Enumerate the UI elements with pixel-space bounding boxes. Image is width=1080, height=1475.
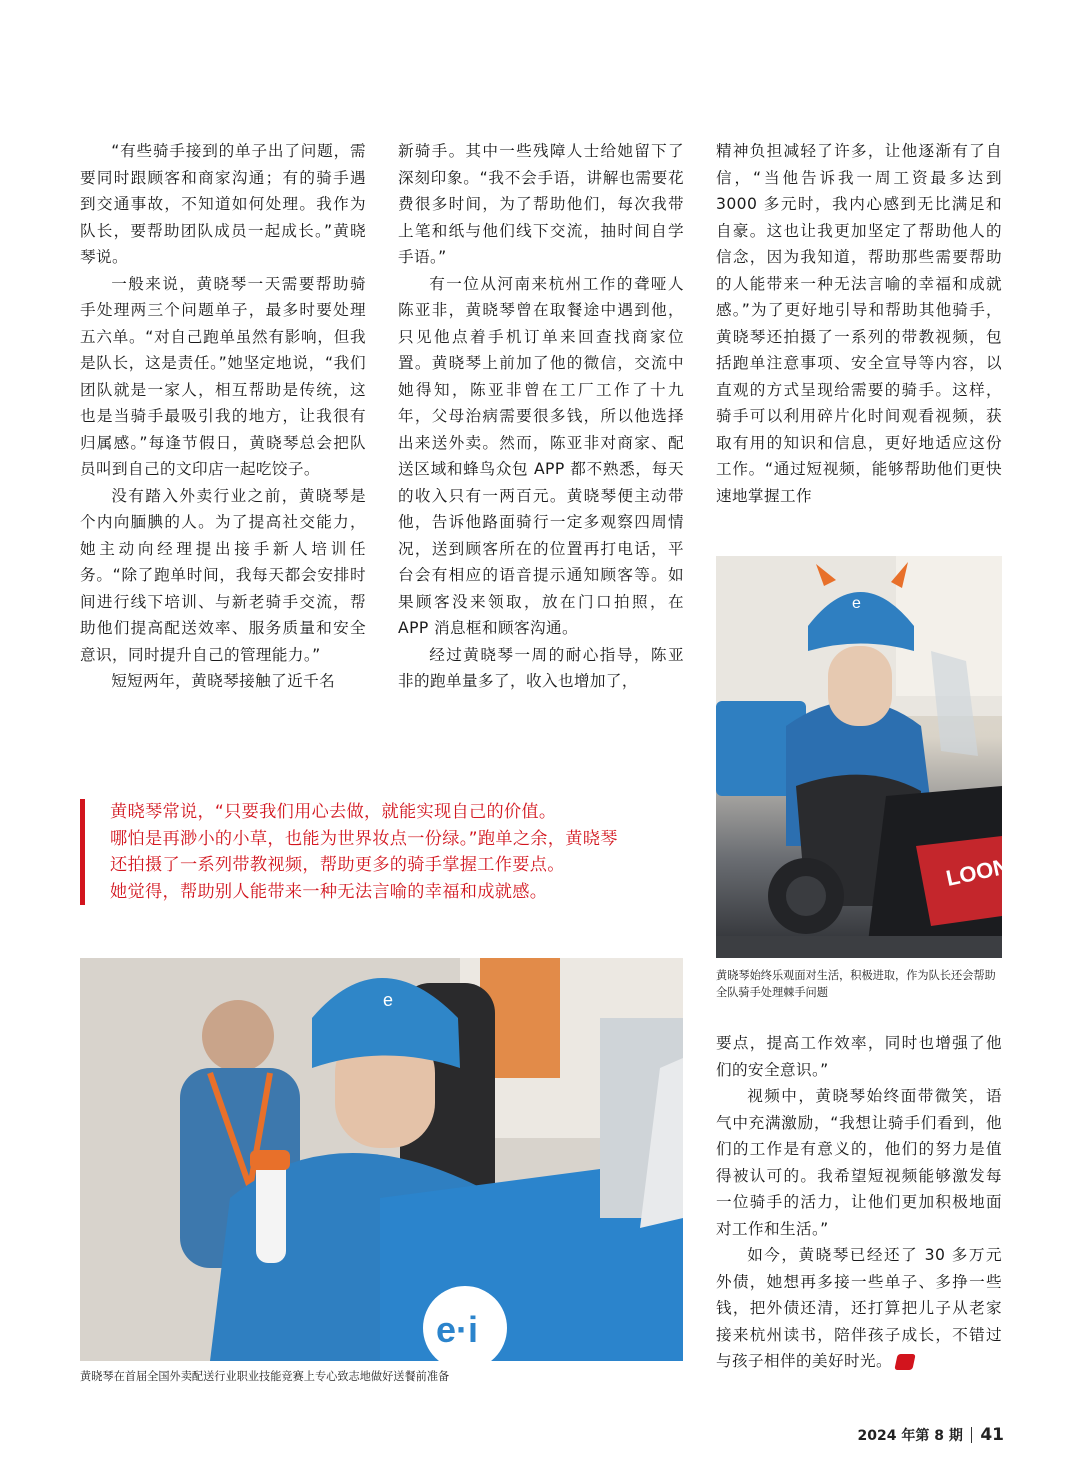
folio-divider (971, 1427, 973, 1443)
article-end-icon (894, 1354, 915, 1370)
paragraph: 有一位从河南来杭州工作的聋哑人陈亚非，黄晓琴曾在取餐途中遇到他，只见他点着手机订单来回查找商家位置。黄晓琴上前加了他的微信，交流中她得知，陈亚非曾在工厂工作了十九年，父母治病需要很多钱，所以他选择出来送外卖。然而，陈亚非对商家、配送区域和蜂鸟众包 APP 都不熟悉，每天的收入只有一两百元。黄晓琴便主动带他，告诉他路面骑行一定多观察四周情况，送到顾客所在的位置再打电话，平台会有相应的语音提示通知顾客等。如果顾客没来领取，放在门口拍照，在 APP 消息框和顾客沟通。 (398, 274, 684, 637)
rider-on-motorbike-photo (716, 556, 1012, 958)
pull-quote (80, 799, 700, 905)
paragraph: 精神负担减轻了许多，让他逐渐有了自信，“当他告诉我一周工资最多达到 3000 多元时，我内心感到无比满足和自豪。这也让我更加坚定了帮助他人的信念，因为我知道，帮助那些需要帮助的人能带来一种无法言喻的幸福和成就感。”为了更好地引导和帮助其他骑手，黄晓琴还拍摄了一系列的带教视频，包括跑单注意事项、安全宣导等内容，以直观的方式呈现给需要的骑手。这样，骑手可以利用碎片化时间观看视频，获取有用的知识和信息，更好地适应这份工作。“通过短视频，能够帮助他们更快速地掌握工作 (716, 142, 1002, 505)
article-column-2 (398, 138, 684, 695)
article-column-1 (80, 138, 366, 695)
paragraph: 经过黄晓琴一周的耐心指导，陈亚非的跑单量多了，收入也增加了， (398, 645, 684, 690)
paragraph: 没有踏入外卖行业之前，黄晓琴是个内向腼腆的人。为了提高社交能力，她主动向经理提出接手新人培训任务。“除了跑单时间，我每天都会安排时间进行线下培训、与新老骑手交流，帮助他们提高配送效率、服务质量和安全意识，同时提升自己的管理能力。” (80, 486, 366, 664)
article-column-3-continued (716, 1030, 1002, 1375)
pull-quote-line: 哪怕是再渺小的小草，也能为世界妆点一份绿。”跑单之余，黄晓琴 (110, 828, 618, 849)
issue-label: 2024 年第 8 期 (857, 1428, 963, 1444)
paragraph-text: 如今，黄晓琴已经还了 30 多万元外债，她想再多接一些单子、多挣一些钱，把外债还清，还打算把儿子从老家接来杭州读书，陪伴孩子成长，不错过与孩子相伴的美好时光。 (716, 1246, 1002, 1370)
paragraph: 新骑手。其中一些残障人士给她留下了深刻印象。“我不会手语，讲解也需要花费很多时间，为了帮助他们，每次我带上笔和纸与他们线下交流，抽时间自学手语。” (398, 142, 684, 266)
pull-quote-line: 她觉得，帮助别人能带来一种无法言喻的幸福和成就感。 (110, 881, 548, 902)
box-logo: e·i (436, 1309, 479, 1350)
paragraph: 短短两年，黄晓琴接触了近千名 (111, 672, 336, 690)
prep-photo-caption: 黄晓琴在首届全国外卖配送行业职业技能竞赛上专心致志地做好送餐前准备 (80, 1370, 450, 1383)
pull-quote-line: 黄晓琴常说，“只要我们用心去做，就能实现自己的价值。 (110, 802, 557, 822)
rider-photo-caption: 黄晓琴始终乐观面对生活，积极进取，作为队长还会帮助全队骑手处理棘手问题 (716, 969, 996, 999)
pull-quote-line: 还拍摄了一系列带教视频，帮助更多的骑手掌握工作要点。 (110, 855, 565, 875)
paragraph (716, 1242, 1002, 1375)
bike-logo: LOON (943, 853, 1012, 891)
svg-text:e: e (383, 990, 394, 1010)
competition-preparation-photo (80, 958, 683, 1361)
paragraph: “有些骑手接到的单子出了问题，需要同时跟顾客和商家沟通；有的骑手遇到交通事故，不知道如何处理。我作为队长，要帮助团队成员一起成长。”黄晓琴说。 (80, 142, 366, 266)
article-column-3 (716, 138, 1002, 509)
paragraph: 视频中，黄晓琴始终面带微笑，语气中充满激励，“我想让骑手们看到，他们的工作是有意义的，他们的努力是值得被认可的。我希望短视频能够激发每一位骑手的活力，让他们更加积极地面对工作和生活。” (716, 1087, 1002, 1238)
paragraph: 一般来说，黄晓琴一天需要帮助骑手处理两三个问题单子，最多时要处理五六单。“对自己跑单虽然有影响，但我是队长，这是责任。”她坚定地说，“我们团队就是一家人，相互帮助是传统，这也是当骑手最吸引我的地方，让我很有归属感。”每逢节假日，黄晓琴总会把队员叫到自己的文印店一起吃饺子。 (80, 274, 366, 478)
page-folio (858, 1425, 1005, 1445)
paragraph: 要点，提高工作效率，同时也增强了他们的安全意识。” (716, 1034, 1002, 1079)
helmet-logo: e (852, 595, 861, 612)
page-number: 41 (980, 1425, 1004, 1445)
